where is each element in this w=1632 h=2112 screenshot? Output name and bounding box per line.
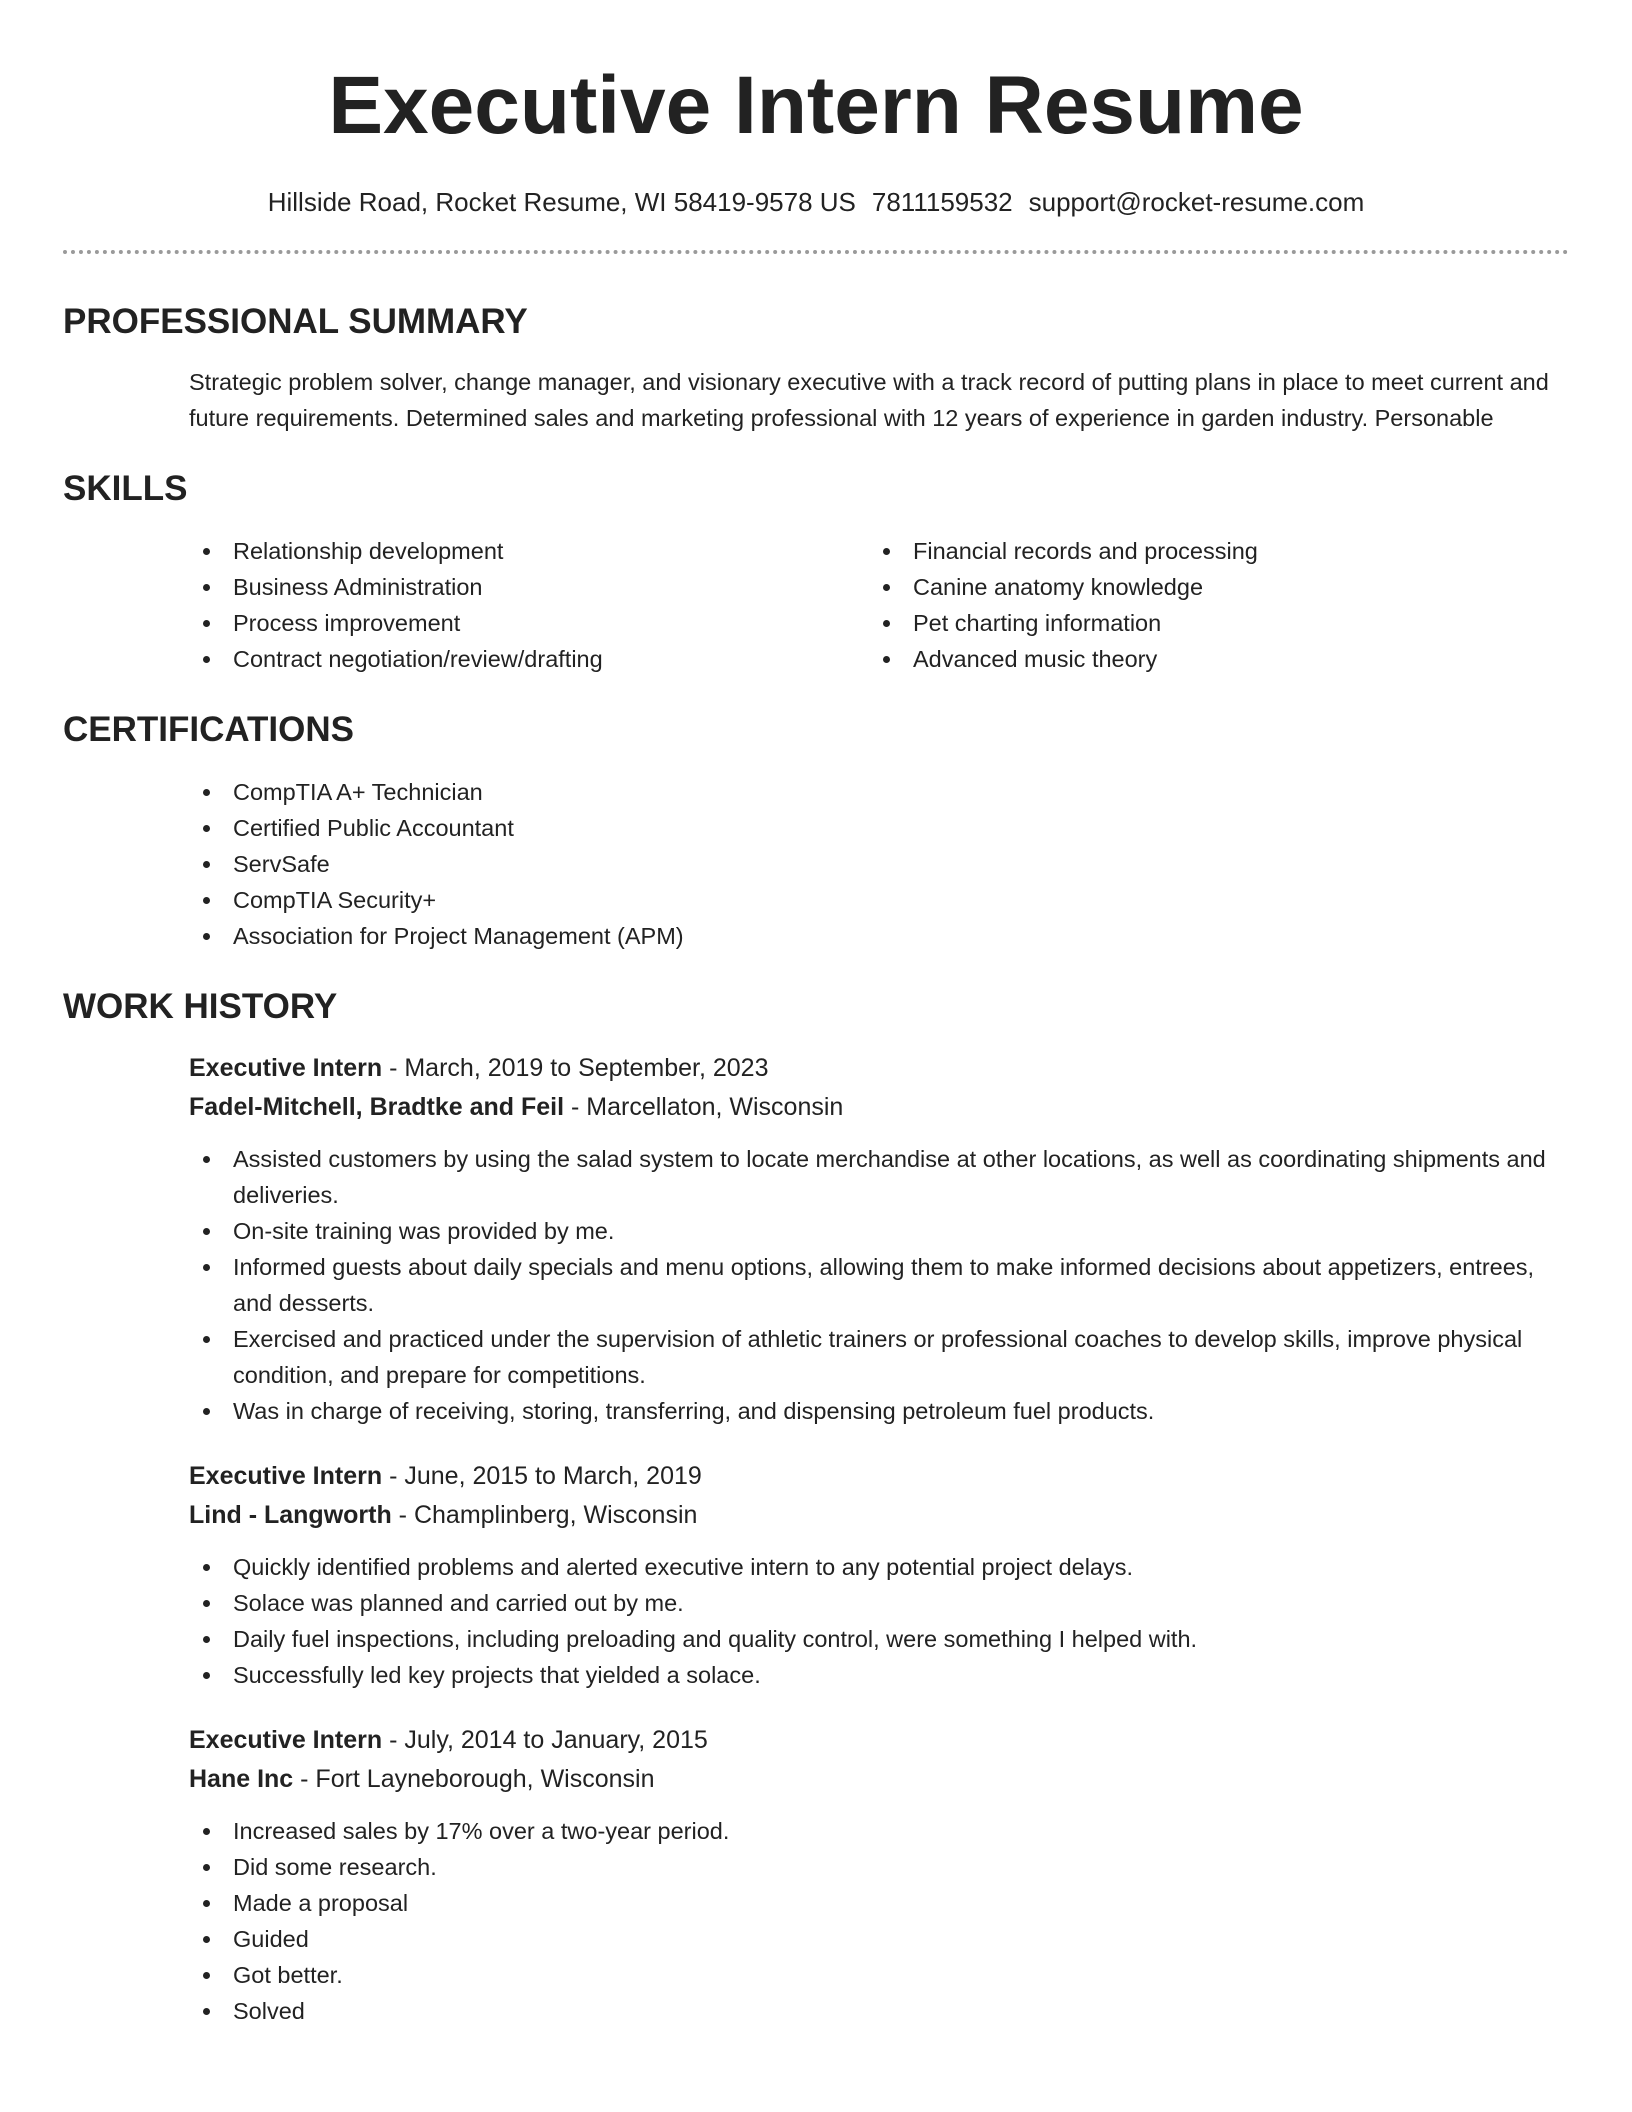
job-bullet: Assisted customers by using the salad system to locate merchandise at other locations, as well as coordinating shipments and deliveries. <box>189 1141 1569 1213</box>
skill-item: Business Administration <box>189 569 869 605</box>
job-company: Lind - Langworth <box>189 1501 392 1529</box>
certification-item: CompTIA Security+ <box>189 882 1569 918</box>
summary-text: Strategic problem solver, change manager, and visionary executive with a track record of putting plans in place to meet current and future requirements. Determined sales and marketing professional with 12 years of experience in garden industry. Personable <box>189 369 1549 431</box>
job-bullet: Daily fuel inspections, including preloading and quality control, were something I helped with. <box>189 1621 1569 1657</box>
job-bullets <box>189 1549 1569 1693</box>
job-bullet: Was in charge of receiving, storing, transferring, and dispensing petroleum fuel products. <box>189 1393 1569 1429</box>
job-bullets <box>189 1141 1569 1429</box>
certification-item: Certified Public Accountant <box>189 810 1569 846</box>
certifications-section <box>189 774 1569 954</box>
job-company: Hane Inc <box>189 1765 294 1793</box>
job-title-line <box>189 1721 1569 1760</box>
certifications-heading: CERTIFICATIONS <box>63 710 355 749</box>
contact-line <box>63 186 1569 218</box>
skills-heading: SKILLS <box>63 469 188 508</box>
job-dates: - July, 2014 to January, 2015 <box>382 1726 708 1754</box>
job-bullet: Solved <box>189 1993 1569 2029</box>
job-bullet: Exercised and practiced under the supervision of athletic trainers or professional coaches to develop skills, improve physical condition, and prepare for competitions. <box>189 1321 1569 1393</box>
certifications-list <box>189 774 1569 954</box>
skill-item: Relationship development <box>189 533 869 569</box>
contact-address: Hillside Road, Rocket Resume, WI 58419-9578 US <box>267 187 856 217</box>
certification-item: Association for Project Management (APM) <box>189 918 1569 954</box>
contact-phone: 7811159532 <box>871 187 1013 217</box>
job-title-line <box>189 1049 1569 1088</box>
job-bullet: Quickly identified problems and alerted executive intern to any potential project delays. <box>189 1549 1569 1585</box>
job-dates: - March, 2019 to September, 2023 <box>382 1054 769 1082</box>
skill-item: Advanced music theory <box>869 641 1549 677</box>
skill-item: Canine anatomy knowledge <box>869 569 1549 605</box>
job-bullets <box>189 1813 1569 2029</box>
certification-item: ServSafe <box>189 846 1569 882</box>
skills-column-right <box>869 533 1549 677</box>
job-bullet: Informed guests about daily specials and menu options, allowing them to make informed decisions about appetizers, entrees, and desserts. <box>189 1249 1569 1321</box>
job-bullet: Did some research. <box>189 1849 1569 1885</box>
job-company: Fadel-Mitchell, Bradtke and Feil <box>189 1093 565 1121</box>
job-company-line <box>189 1088 1569 1127</box>
job-entry <box>189 1049 1569 1429</box>
job-location: - Marcellaton, Wisconsin <box>564 1093 844 1121</box>
job-location: - Champlinberg, Wisconsin <box>391 1501 698 1529</box>
work-history-heading: WORK HISTORY <box>63 987 338 1026</box>
certification-item: CompTIA A+ Technician <box>189 774 1569 810</box>
job-location: - Fort Layneborough, Wisconsin <box>293 1765 655 1793</box>
job-company-line <box>189 1496 1569 1535</box>
skill-item: Financial records and processing <box>869 533 1549 569</box>
summary-heading: PROFESSIONAL SUMMARY <box>63 302 528 341</box>
job-bullet: Increased sales by 17% over a two-year period. <box>189 1813 1569 1849</box>
job-entry <box>189 1721 1569 2029</box>
job-title: Executive Intern <box>189 1054 383 1082</box>
skills-list <box>189 533 1569 677</box>
job-title: Executive Intern <box>189 1462 383 1490</box>
skill-item: Process improvement <box>189 605 869 641</box>
job-dates: - June, 2015 to March, 2019 <box>382 1462 702 1490</box>
header-divider <box>63 250 1569 254</box>
job-title-line <box>189 1457 1569 1496</box>
job-entry <box>189 1457 1569 1693</box>
skills-column-left <box>189 533 869 677</box>
contact-email: support@rocket-resume.com <box>1028 187 1365 217</box>
job-bullet: Successfully led key projects that yielded a solace. <box>189 1657 1569 1693</box>
job-bullet: Guided <box>189 1921 1569 1957</box>
page-title: Executive Intern Resume <box>328 60 1304 151</box>
job-company-line <box>189 1760 1569 1799</box>
job-title: Executive Intern <box>189 1726 383 1754</box>
job-bullet: Got better. <box>189 1957 1569 1993</box>
skill-item: Contract negotiation/review/drafting <box>189 641 869 677</box>
job-bullet: On-site training was provided by me. <box>189 1213 1569 1249</box>
skill-item: Pet charting information <box>869 605 1549 641</box>
job-bullet: Made a proposal <box>189 1885 1569 1921</box>
job-bullet: Solace was planned and carried out by me. <box>189 1585 1569 1621</box>
summary-section <box>189 364 1569 436</box>
